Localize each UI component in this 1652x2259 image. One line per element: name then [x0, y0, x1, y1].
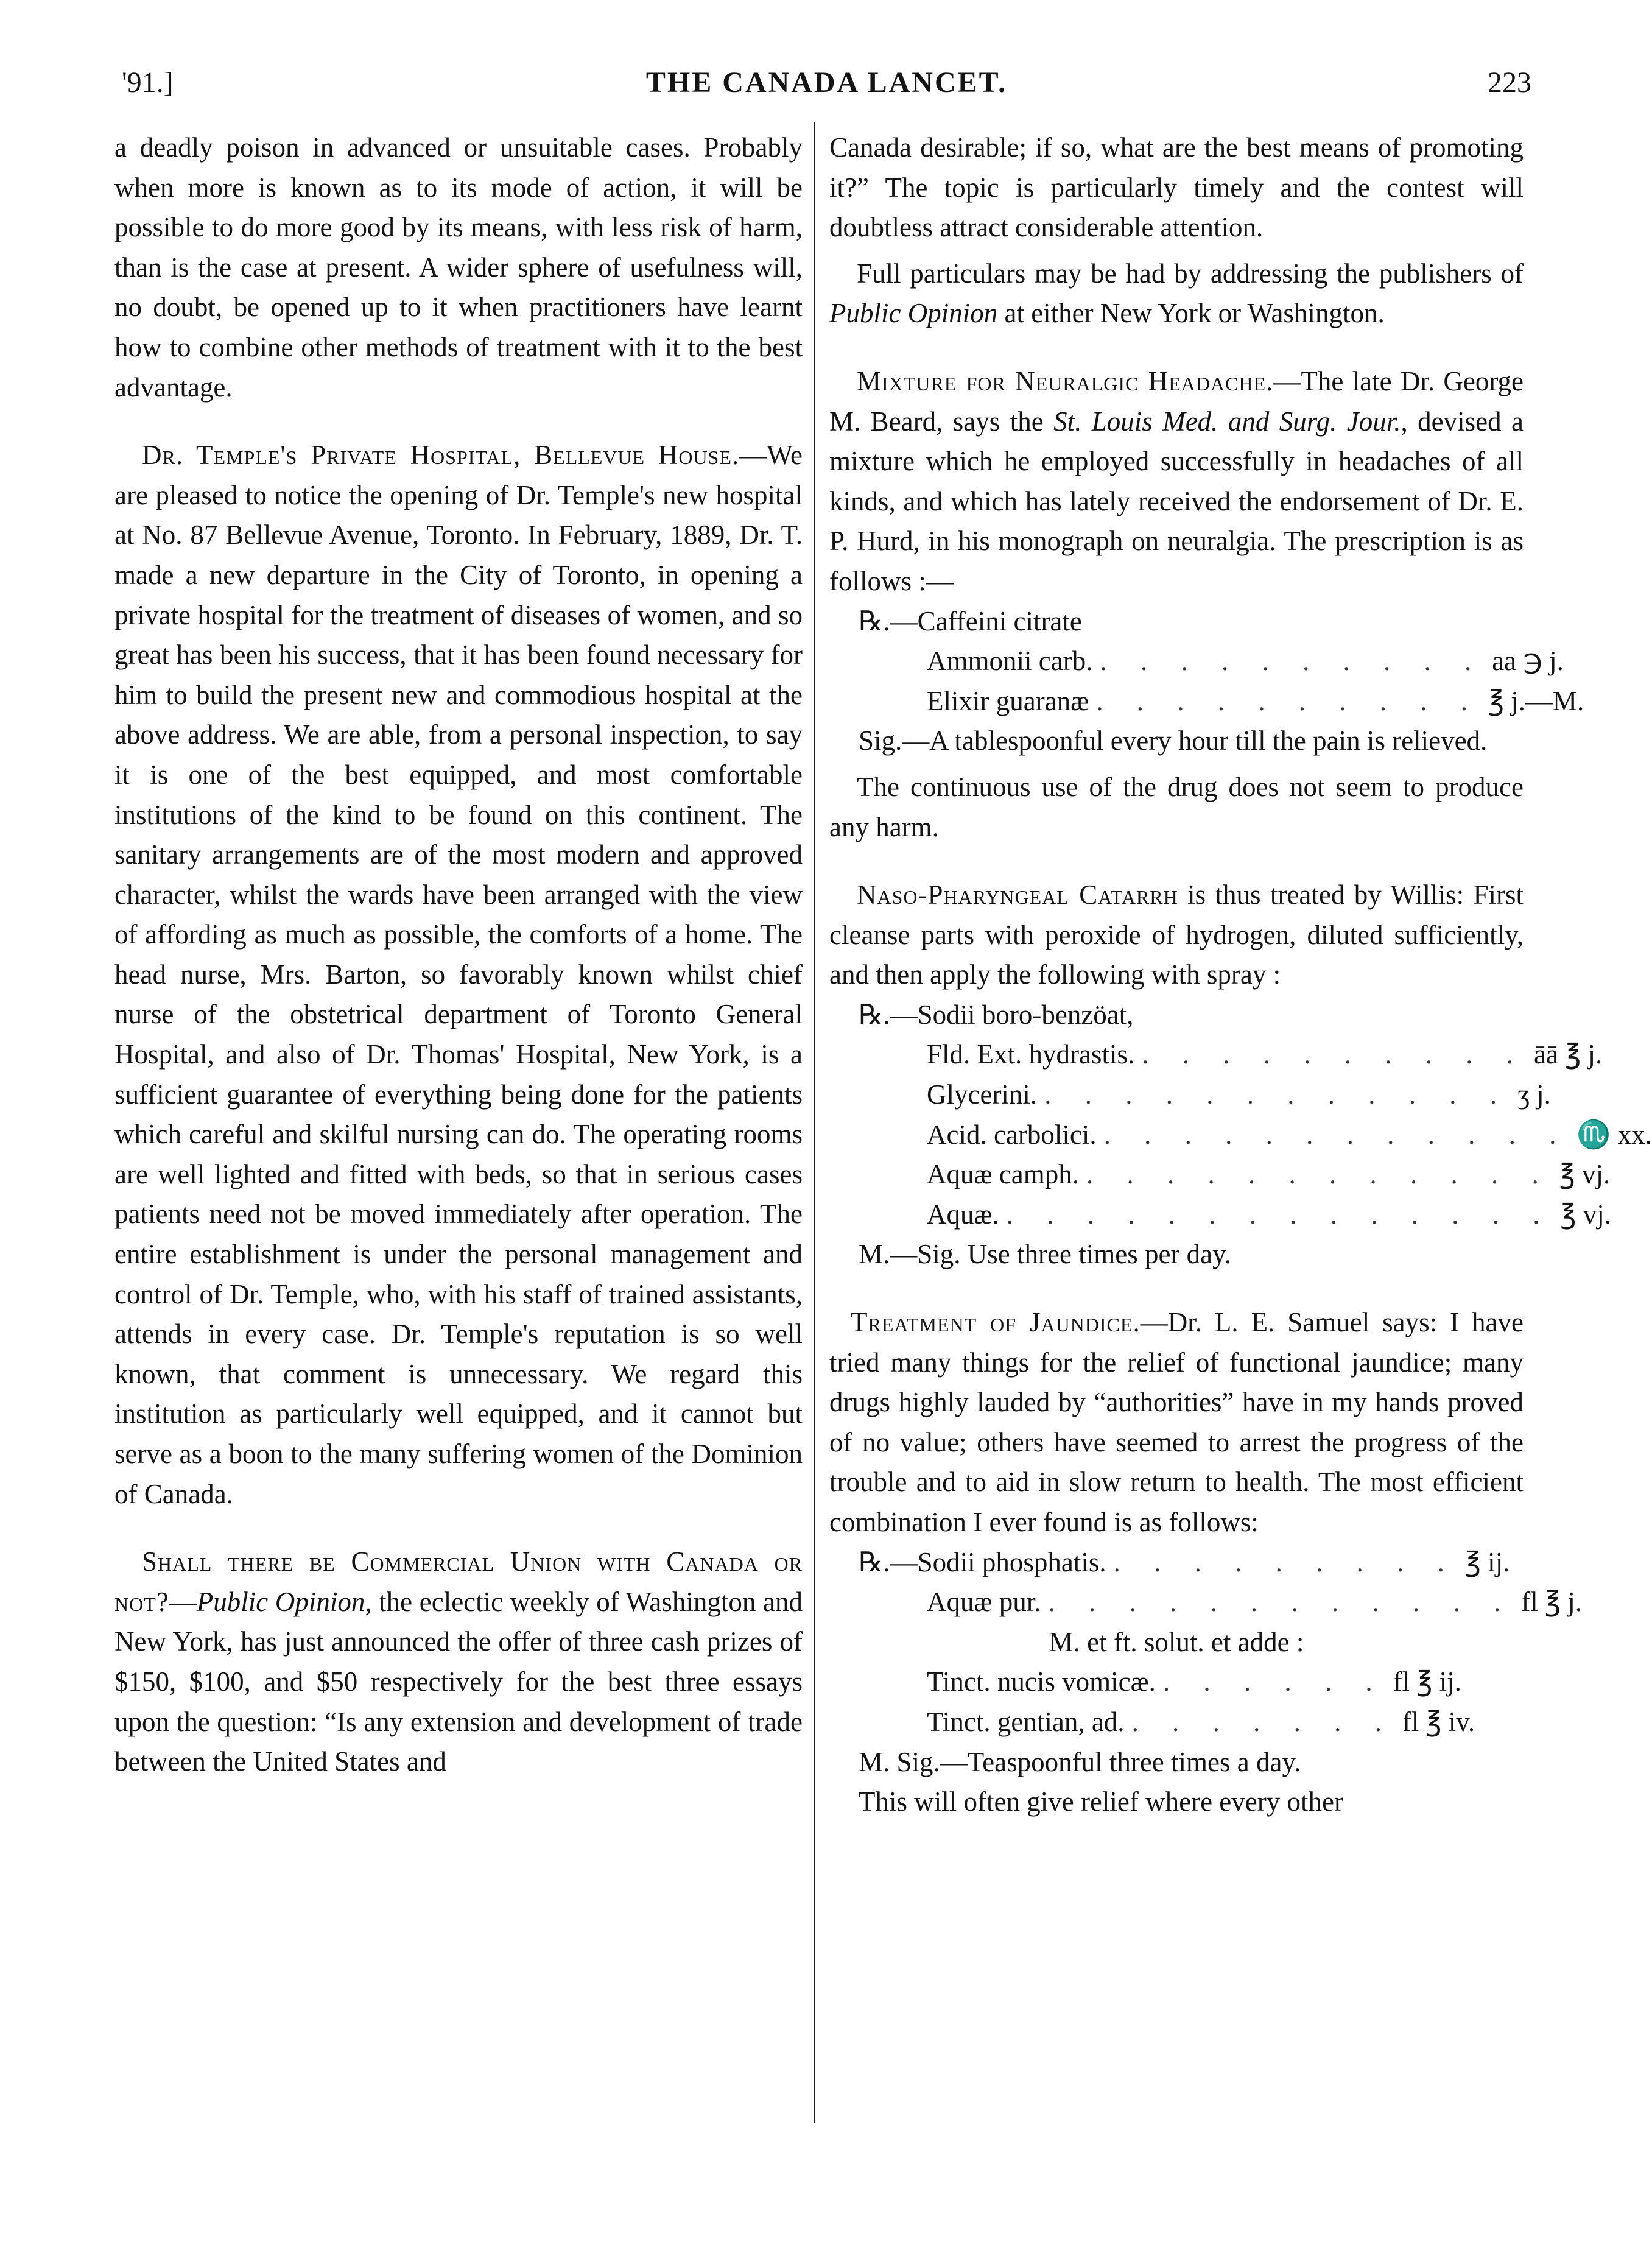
rx-ingredient: Tinct. gentian, ad. — [927, 1706, 1125, 1737]
rx-dose: aa ℈ j. — [1492, 646, 1564, 677]
right-column — [829, 128, 1652, 1822]
article-heading: Naso-Pharyngeal Catarrh — [857, 879, 1178, 911]
rx-ingredient: ℞.—Sodii boro-benzöat, — [859, 999, 1134, 1030]
rx-ingredient: Aquæ camph. — [927, 1159, 1079, 1190]
paragraph-final: This will often give relief where every other — [859, 1786, 1343, 1817]
page-number: 223 — [1488, 66, 1531, 99]
article-jaundice — [829, 1303, 1524, 1543]
rx-line — [829, 1075, 1551, 1115]
journal-name: St. Louis Med. and Surg. Jour. — [1053, 406, 1401, 437]
prescription-3 — [829, 1543, 1582, 1743]
running-header — [122, 66, 1531, 108]
dot-leader: . . . . . . . . . . . . — [1048, 1587, 1514, 1618]
rx-dose: āā ℥ j. — [1534, 1039, 1603, 1070]
dot-leader: . . . . . . . . . . — [1100, 646, 1485, 677]
rx-ingredient: Fld. Ext. hydrastis. — [927, 1039, 1135, 1070]
rx-instruction: M. et ft. solut. et adde : — [1049, 1626, 1304, 1657]
article-heading: Mixture for Neuralgic Headache. — [857, 365, 1274, 396]
rx-line — [829, 602, 1524, 642]
column-divider — [814, 122, 815, 2123]
rx-dose: ℥ j.—M. — [1488, 685, 1584, 716]
rx-ingredient: Aquæ pur. — [927, 1587, 1041, 1618]
dot-leader: . . . . . . . — [1131, 1706, 1395, 1737]
rx-ingredient: Ammonii carb. — [927, 646, 1093, 677]
text: , devised a mixture which he employed successfully in headaches of all kinds, and which has lately received the endorsement of Dr. E. P. Hurd, in his monograph on neuralgia. The prescription is as follows :— — [829, 406, 1524, 596]
article-body: —We are pleased to notice the opening of Dr. Temple's new hospital at No. 87 Bellevue Avenue, Toronto. In February, 1889, Dr. T. made a new departure in the City of Toronto, in opening a private hospital for the treatment of diseases of women, and so great has been his success, that it has been found necessary for him to build the present new and commodious hospital at the above address. We are able, from a personal inspection, to say it is one of the best equipped, and most comfortable institutions of the kind to be found on this continent. The sanitary arrangements are of the most modern and approved character, whilst the wards have been arranged with the view of affording as much as possible, the comforts of a home. The head nurse, Mrs. Barton, so favorably known whilst chief nurse of the obstetrical department of Toronto General Hospital, and also of Dr. Thomas' Hospital, New York, is a sufficient guarantee of everything being done for the patients which careful and skilful nursing can do. The operating rooms are well lighted and fitted with beds, so that in serious cases patients need not be moved immediately after operation. The entire establishment is under the personal management and control of Dr. Temple, who, with his staff of trained assistants, attends in every case. Dr. Temple's reputation is so well known, that comment is unnecessary. We regard this institution as particularly well equipped, and it cannot but serve as a boon to the many suffering women of the Dominion of Canada. — [114, 440, 803, 1509]
rx-ingredient: ℞.—Caffeini citrate — [859, 605, 1082, 636]
rx-ingredient: Tinct. nucis vomicæ. — [927, 1666, 1156, 1697]
dash: — — [169, 1586, 197, 1617]
rx-dose: ℥ ij. — [1464, 1546, 1510, 1577]
dot-leader: . . . . . . . . . . . . — [1086, 1159, 1552, 1190]
rx-dose: ℥ vj. — [1559, 1159, 1611, 1190]
rx-dose: ʒ j. — [1517, 1079, 1551, 1110]
dot-leader: . . . . . . . . . . . . . . — [1006, 1199, 1553, 1230]
rx-dose: ℥ vj. — [1560, 1199, 1612, 1230]
paragraph-continued: Canada desirable; if so, what are the best means of promoting it?” The topic is particularly timely and the contest will doubtless attract considerable attention. — [829, 132, 1524, 243]
dot-leader: . . . . . . — [1162, 1666, 1386, 1697]
rx-dose: fl ℥ iv. — [1402, 1706, 1475, 1737]
text: at either New York or Washington. — [997, 298, 1385, 329]
text: —Dr. L. E. Samuel says: I have tried many things for the relief of functional jaundice; many drugs highly lauded by “authorities” have in my hands proved of no value; others have seemed to arrest the progress of the trouble and to aid in slow return to health. The most efficient combination I ever found is as follows: — [829, 1307, 1524, 1537]
paragraph-particulars — [829, 254, 1524, 334]
rx-dose: ♏ xx. — [1576, 1119, 1652, 1150]
article-neuralgic-headache — [829, 362, 1524, 602]
rx-dose: fl ℥ ij. — [1393, 1666, 1461, 1697]
journal-title: THE CANADA LANCET. — [645, 66, 1008, 99]
text: Full particulars may be had by addressing the publishers of — [857, 258, 1524, 289]
dot-leader: . . . . . . . . . . — [1096, 685, 1481, 716]
article-temple-hospital — [114, 435, 803, 1514]
article-naso-pharyngeal — [829, 875, 1524, 995]
rx-line — [829, 641, 1564, 682]
rx-line — [829, 1582, 1582, 1623]
dot-leader: . . . . . . . . . . . . — [1044, 1079, 1510, 1110]
article-heading: Dr. Temple's Private Hospital, Bellevue House. — [142, 440, 740, 471]
rx-line — [829, 1115, 1652, 1155]
dot-leader: . . . . . . . . . — [1113, 1546, 1458, 1577]
text: is thus treated by Willis: First cleanse parts with peroxide of hydrogen, diluted sufficiently, and then apply the following with spray : — [829, 879, 1524, 990]
paragraph-continuous-use: The continuous use of the drug does not seem to produce any harm. — [829, 771, 1524, 842]
rx-ingredient: Glycerini. — [927, 1079, 1038, 1110]
rx-ingredient: Aquæ. — [927, 1199, 999, 1230]
rx-line — [829, 1702, 1524, 1743]
rx-line — [829, 682, 1584, 722]
rx-line — [829, 1662, 1524, 1702]
article-heading: Treatment of Jaundice. — [851, 1307, 1141, 1338]
rx-ingredient: ℞.—Sodii phosphatis. — [859, 1546, 1106, 1577]
article-body: the eclectic weekly of Washington and New York, has just announced the offer of three cash prizes of $150, $100, and $50 respectively for the best three essays upon the question: “Is any extension and development of trade between the United States and — [114, 1586, 803, 1777]
rx-dose: fl ℥ j. — [1521, 1587, 1582, 1618]
rx-line — [829, 1155, 1611, 1195]
signa-2: M.—Sig. Use three times per day. — [859, 1239, 1231, 1270]
left-column — [114, 128, 803, 1782]
signa-1: Sig.—A tablespoonful every hour till the pain is relieved. — [859, 725, 1488, 756]
paragraph-continued: a deadly poison in advanced or unsuitable cases. Probably when more is known as to its mode of action, it will be possible to do more good by its means, with less risk of harm, than is the case at present. A wider sphere of usefulness will, no doubt, be opened up to it when practitioners have learnt how to combine other methods of treatment with it to the best advantage. — [114, 132, 803, 403]
publication-name: Public Opinion — [829, 298, 998, 329]
article-heading: Shall there be Commercial Union with Canada or not? — [114, 1546, 803, 1617]
rx-line — [829, 995, 1524, 1035]
prescription-1 — [829, 602, 1584, 722]
text: —The late Dr. George M. Beard, says the — [829, 365, 1524, 437]
rx-ingredient: Acid. carbolici. — [927, 1119, 1097, 1150]
publication-name: Public Opinion, — [196, 1586, 372, 1617]
rx-line — [829, 1195, 1612, 1235]
dot-leader: . . . . . . . . . . — [1142, 1039, 1527, 1070]
rx-line — [829, 1543, 1524, 1583]
prescription-2 — [829, 995, 1652, 1235]
rx-ingredient: Elixir guaranæ — [927, 685, 1089, 716]
signa-3: M. Sig.—Teaspoonful three times a day. — [859, 1746, 1301, 1777]
rx-line — [829, 1035, 1603, 1075]
article-commercial-union — [114, 1542, 803, 1782]
dot-leader: . . . . . . . . . . . . — [1103, 1119, 1570, 1150]
header-year: '91.] — [122, 66, 174, 99]
